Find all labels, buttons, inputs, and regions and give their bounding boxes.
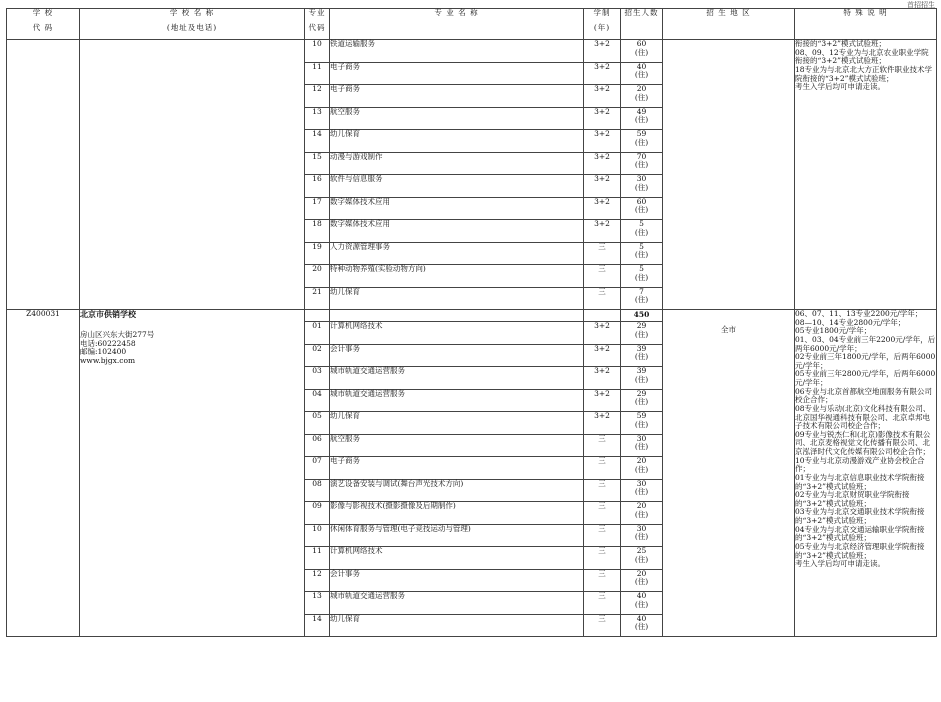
major-code: 05: [305, 412, 330, 435]
duration: 三: [584, 287, 621, 310]
major-code: 21: [305, 287, 330, 310]
school-postcode: 邮编:102400: [80, 347, 127, 357]
major-code-empty: [305, 310, 330, 322]
boarding-tag: (住): [634, 554, 649, 564]
boarding-tag: (住): [634, 227, 649, 237]
boarding-tag: (住): [634, 250, 649, 260]
duration: 三: [584, 592, 621, 615]
boarding-tag: (住): [634, 329, 649, 339]
enroll-number: 30: [636, 174, 647, 183]
boarding-tag: (住): [634, 205, 649, 215]
major-name: 会计事务: [330, 569, 584, 592]
major-name: 计算机网络技术: [330, 547, 584, 570]
enroll-number: 29: [636, 321, 647, 330]
corner-label: 首招招生: [907, 1, 935, 9]
boarding-tag: (住): [634, 532, 649, 542]
boarding-tag: (住): [634, 419, 649, 429]
major-name: 计算机网络技术: [330, 322, 584, 345]
enroll-number: 70: [636, 151, 647, 161]
boarding-tag: (住): [634, 509, 649, 519]
header-enroll: 招生人数: [621, 9, 663, 40]
notes-block1: 衔接的“3+2”模式试验班； 08、09、12专业为与北京农业职业学院衔接的“3+2”模式试验班； 18专业为与北京北大方正软件职业技术学院衔接的“3+2”模式试验班； 考生入学后均可申请走读。: [795, 40, 937, 310]
enroll-count: [621, 614, 663, 637]
region-empty: [663, 40, 795, 310]
header-row-1: [7, 9, 937, 25]
major-name: 城市轨道交通运营服务: [330, 389, 584, 412]
enroll-count: [621, 265, 663, 288]
boarding-tag: (住): [634, 442, 649, 452]
major-name: 影像与影视技术(摄影摄像及后期制作): [330, 502, 584, 525]
boarding-tag: (住): [634, 295, 649, 305]
boarding-tag: (住): [634, 622, 649, 632]
major-name: 软件与信息服务: [330, 175, 584, 198]
major-name: 幼儿保育: [330, 287, 584, 310]
major-code: 03: [305, 367, 330, 390]
major-name: 电子商务: [330, 62, 584, 85]
major-code: 14: [305, 130, 330, 153]
enroll-count: [621, 322, 663, 345]
major-name: 航空服务: [330, 434, 584, 457]
enroll-count: [621, 107, 663, 130]
major-code: 08: [305, 479, 330, 502]
major-code: 13: [305, 592, 330, 615]
enroll-count: [621, 524, 663, 547]
major-name: 人力资源管理事务: [330, 242, 584, 265]
boarding-tag: (住): [634, 92, 649, 102]
enroll-number: 39: [636, 343, 647, 353]
header-duration-sub: (年): [584, 24, 621, 40]
major-code: 10: [305, 40, 330, 63]
enroll-number: 7: [639, 286, 644, 296]
school-total-count: 450: [621, 310, 663, 322]
table-row: [7, 40, 937, 63]
boarding-tag: (住): [634, 137, 649, 147]
duration-empty: [584, 310, 621, 322]
major-code: 12: [305, 85, 330, 108]
duration: 3+2: [584, 85, 621, 108]
major-name: 航空服务: [330, 107, 584, 130]
major-code: 10: [305, 524, 330, 547]
duration: 3+2: [584, 40, 621, 63]
enroll-number: 49: [636, 106, 647, 116]
enroll-number: 40: [636, 61, 647, 71]
enroll-count: [621, 130, 663, 153]
duration: 3+2: [584, 130, 621, 153]
enroll-number: 5: [639, 219, 644, 228]
school-code: Z400031: [7, 310, 80, 637]
enroll-count: [621, 40, 663, 63]
school-website[interactable]: www.bjgx.com: [80, 356, 136, 366]
enroll-count: [621, 242, 663, 265]
region: 全市: [663, 310, 795, 637]
major-code: 06: [305, 434, 330, 457]
major-code: 04: [305, 389, 330, 412]
duration: 三: [584, 479, 621, 502]
enroll-number: 60: [636, 196, 647, 206]
boarding-tag: (住): [634, 182, 649, 192]
major-name: 铁道运输服务: [330, 40, 584, 63]
header-school-name: 学 校 名 称: [80, 9, 305, 25]
boarding-tag: (住): [634, 272, 649, 282]
enroll-count: [621, 287, 663, 310]
boarding-tag: (住): [634, 464, 649, 474]
duration: 3+2: [584, 62, 621, 85]
duration: 三: [584, 547, 621, 570]
header-school-name-sub: (地址及电话): [80, 24, 305, 40]
header-major-code-sub: 代码: [305, 24, 330, 40]
major-name: 演艺设备安装与调试(舞台声光技术方向): [330, 479, 584, 502]
duration: 三: [584, 434, 621, 457]
header-region: 招 生 地 区: [663, 9, 795, 40]
enroll-number: 59: [636, 411, 647, 420]
enroll-count: [621, 592, 663, 615]
major-name: 数字媒体技术应用: [330, 220, 584, 243]
duration: 三: [584, 569, 621, 592]
duration: 三: [584, 242, 621, 265]
boarding-tag: (住): [634, 160, 649, 170]
major-name: 幼儿保育: [330, 412, 584, 435]
duration: 3+2: [584, 412, 621, 435]
major-code: 17: [305, 197, 330, 220]
boarding-tag: (住): [634, 397, 649, 407]
duration: 3+2: [584, 220, 621, 243]
enroll-count: [621, 457, 663, 480]
header-major-code: 专业: [305, 9, 330, 25]
enroll-number: 60: [636, 39, 647, 48]
boarding-tag: (住): [634, 115, 649, 125]
duration: 三: [584, 614, 621, 637]
boarding-tag: (住): [634, 70, 649, 80]
major-code: 12: [305, 569, 330, 592]
enroll-number: 39: [636, 366, 647, 375]
enroll-number: 5: [639, 241, 644, 251]
enroll-count: [621, 547, 663, 570]
duration: 3+2: [584, 389, 621, 412]
major-name: 会计事务: [330, 344, 584, 367]
major-code: 07: [305, 457, 330, 480]
school-phone: 电话:60222458: [80, 338, 136, 348]
enroll-count: [621, 175, 663, 198]
major-code: 13: [305, 107, 330, 130]
enroll-number: 40: [636, 613, 647, 623]
school-address: 房山区兴东大街277号: [80, 330, 155, 340]
boarding-tag: (住): [634, 577, 649, 587]
enroll-count: [621, 344, 663, 367]
major-name: 特种动物养殖(实验动物方向): [330, 265, 584, 288]
major-name: 城市轨道交通运营服务: [330, 367, 584, 390]
enroll-number: 20: [636, 84, 647, 93]
major-name: 幼儿保育: [330, 614, 584, 637]
duration: 3+2: [584, 367, 621, 390]
header-duration: 学制: [584, 9, 621, 25]
major-code: 15: [305, 152, 330, 175]
major-name: 电子商务: [330, 457, 584, 480]
boarding-tag: (住): [634, 599, 649, 609]
major-code: 01: [305, 322, 330, 345]
notes-block2: 06、07、11、13专业2200元/学年； 08—10、14专业2800元/学年； 05专业1800元/学年； 01、03、04专业前三年2200元/学年，后两年6000元/学年； 02专业前三年1800元/学年，后两年6000元/学年； 05专业前三年2800元/学年，后两年6000元/学年； 06专业与北京首都航空地面服务有限公司校企合作； 08专业与乐动(北京)文化科技有限公司、北京国华视通科技有限公司、北京卓邦电子技术有限公司校企合作； 09专业与锐杰仁和(北京)影像技术有限公司、北京麦格视觉文化传播有限公司、北京泓泽时代文化传媒有限公司校企合作； 10专业与北京动漫游戏产业协会校企合作； 01专业为与北京信息职业技术学院衔接的“3+2”模式试验班； 02专业为与北京财贸职业学院衔接的“3+2”模式试验班； 03专业为与北京交通职业技术学院衔接的“3+2”模式试验班； 04专业为与北京交通运输职业学院衔接的“3+2”模式试验班； 05专业为与北京经济管理职业学院衔接的“3+2”模式试验班； 考生入学后均可申请走读。: [795, 310, 937, 637]
boarding-tag: (住): [634, 374, 649, 384]
enroll-number: 30: [636, 523, 647, 533]
duration: 3+2: [584, 107, 621, 130]
major-name: 城市轨道交通运营服务: [330, 592, 584, 615]
enroll-number: 20: [636, 568, 647, 578]
boarding-tag: (住): [634, 487, 649, 497]
enroll-count: [621, 434, 663, 457]
duration: 三: [584, 524, 621, 547]
enroll-count: [621, 62, 663, 85]
enroll-number: 40: [636, 591, 647, 600]
enrollment-table: [6, 8, 937, 637]
duration: 三: [584, 265, 621, 288]
enroll-count: [621, 197, 663, 220]
school-name: 北京市供销学校: [80, 309, 136, 319]
enroll-count: [621, 389, 663, 412]
major-code: 19: [305, 242, 330, 265]
enroll-number: 25: [636, 546, 647, 555]
enroll-count: [621, 152, 663, 175]
enroll-number: 20: [636, 456, 647, 465]
major-name: 休闲体育服务与管理(电子竞技运动与管理): [330, 524, 584, 547]
enroll-count: [621, 85, 663, 108]
enroll-count: [621, 367, 663, 390]
enroll-number: 30: [636, 433, 647, 443]
duration: 3+2: [584, 152, 621, 175]
school-code-empty: [7, 40, 80, 310]
enroll-number: 30: [636, 478, 647, 488]
major-name: 动漫与游戏制作: [330, 152, 584, 175]
boarding-tag: (住): [634, 352, 649, 362]
major-code: 16: [305, 175, 330, 198]
duration: 3+2: [584, 175, 621, 198]
header-school-code-sub: 代 码: [7, 24, 80, 40]
enroll-count: [621, 412, 663, 435]
enroll-number: 5: [639, 264, 644, 273]
major-code: 11: [305, 62, 330, 85]
enroll-number: 59: [636, 129, 647, 138]
boarding-tag: (住): [634, 47, 649, 57]
header-notes: 特 殊 说 明: [795, 9, 937, 40]
duration: 三: [584, 502, 621, 525]
major-code: 09: [305, 502, 330, 525]
enroll-count: [621, 569, 663, 592]
duration: 3+2: [584, 344, 621, 367]
major-name: 数字媒体技术应用: [330, 197, 584, 220]
header-school-code: 学 校: [7, 9, 80, 25]
school-info: [80, 310, 305, 637]
enroll-count: [621, 479, 663, 502]
enroll-number: 20: [636, 501, 647, 510]
major-code: 11: [305, 547, 330, 570]
duration: 三: [584, 457, 621, 480]
major-name-empty: [330, 310, 584, 322]
duration: 3+2: [584, 322, 621, 345]
major-code: 20: [305, 265, 330, 288]
major-code: 02: [305, 344, 330, 367]
header-major-name: 专 业 名 称: [330, 9, 584, 40]
school-info-empty: [80, 40, 305, 310]
duration: 3+2: [584, 197, 621, 220]
enroll-number: 29: [636, 388, 647, 398]
enroll-count: [621, 502, 663, 525]
major-code: 18: [305, 220, 330, 243]
enroll-count: [621, 220, 663, 243]
major-name: 电子商务: [330, 85, 584, 108]
school-total-row: [7, 310, 937, 322]
major-name: 幼儿保育: [330, 130, 584, 153]
major-code: 14: [305, 614, 330, 637]
